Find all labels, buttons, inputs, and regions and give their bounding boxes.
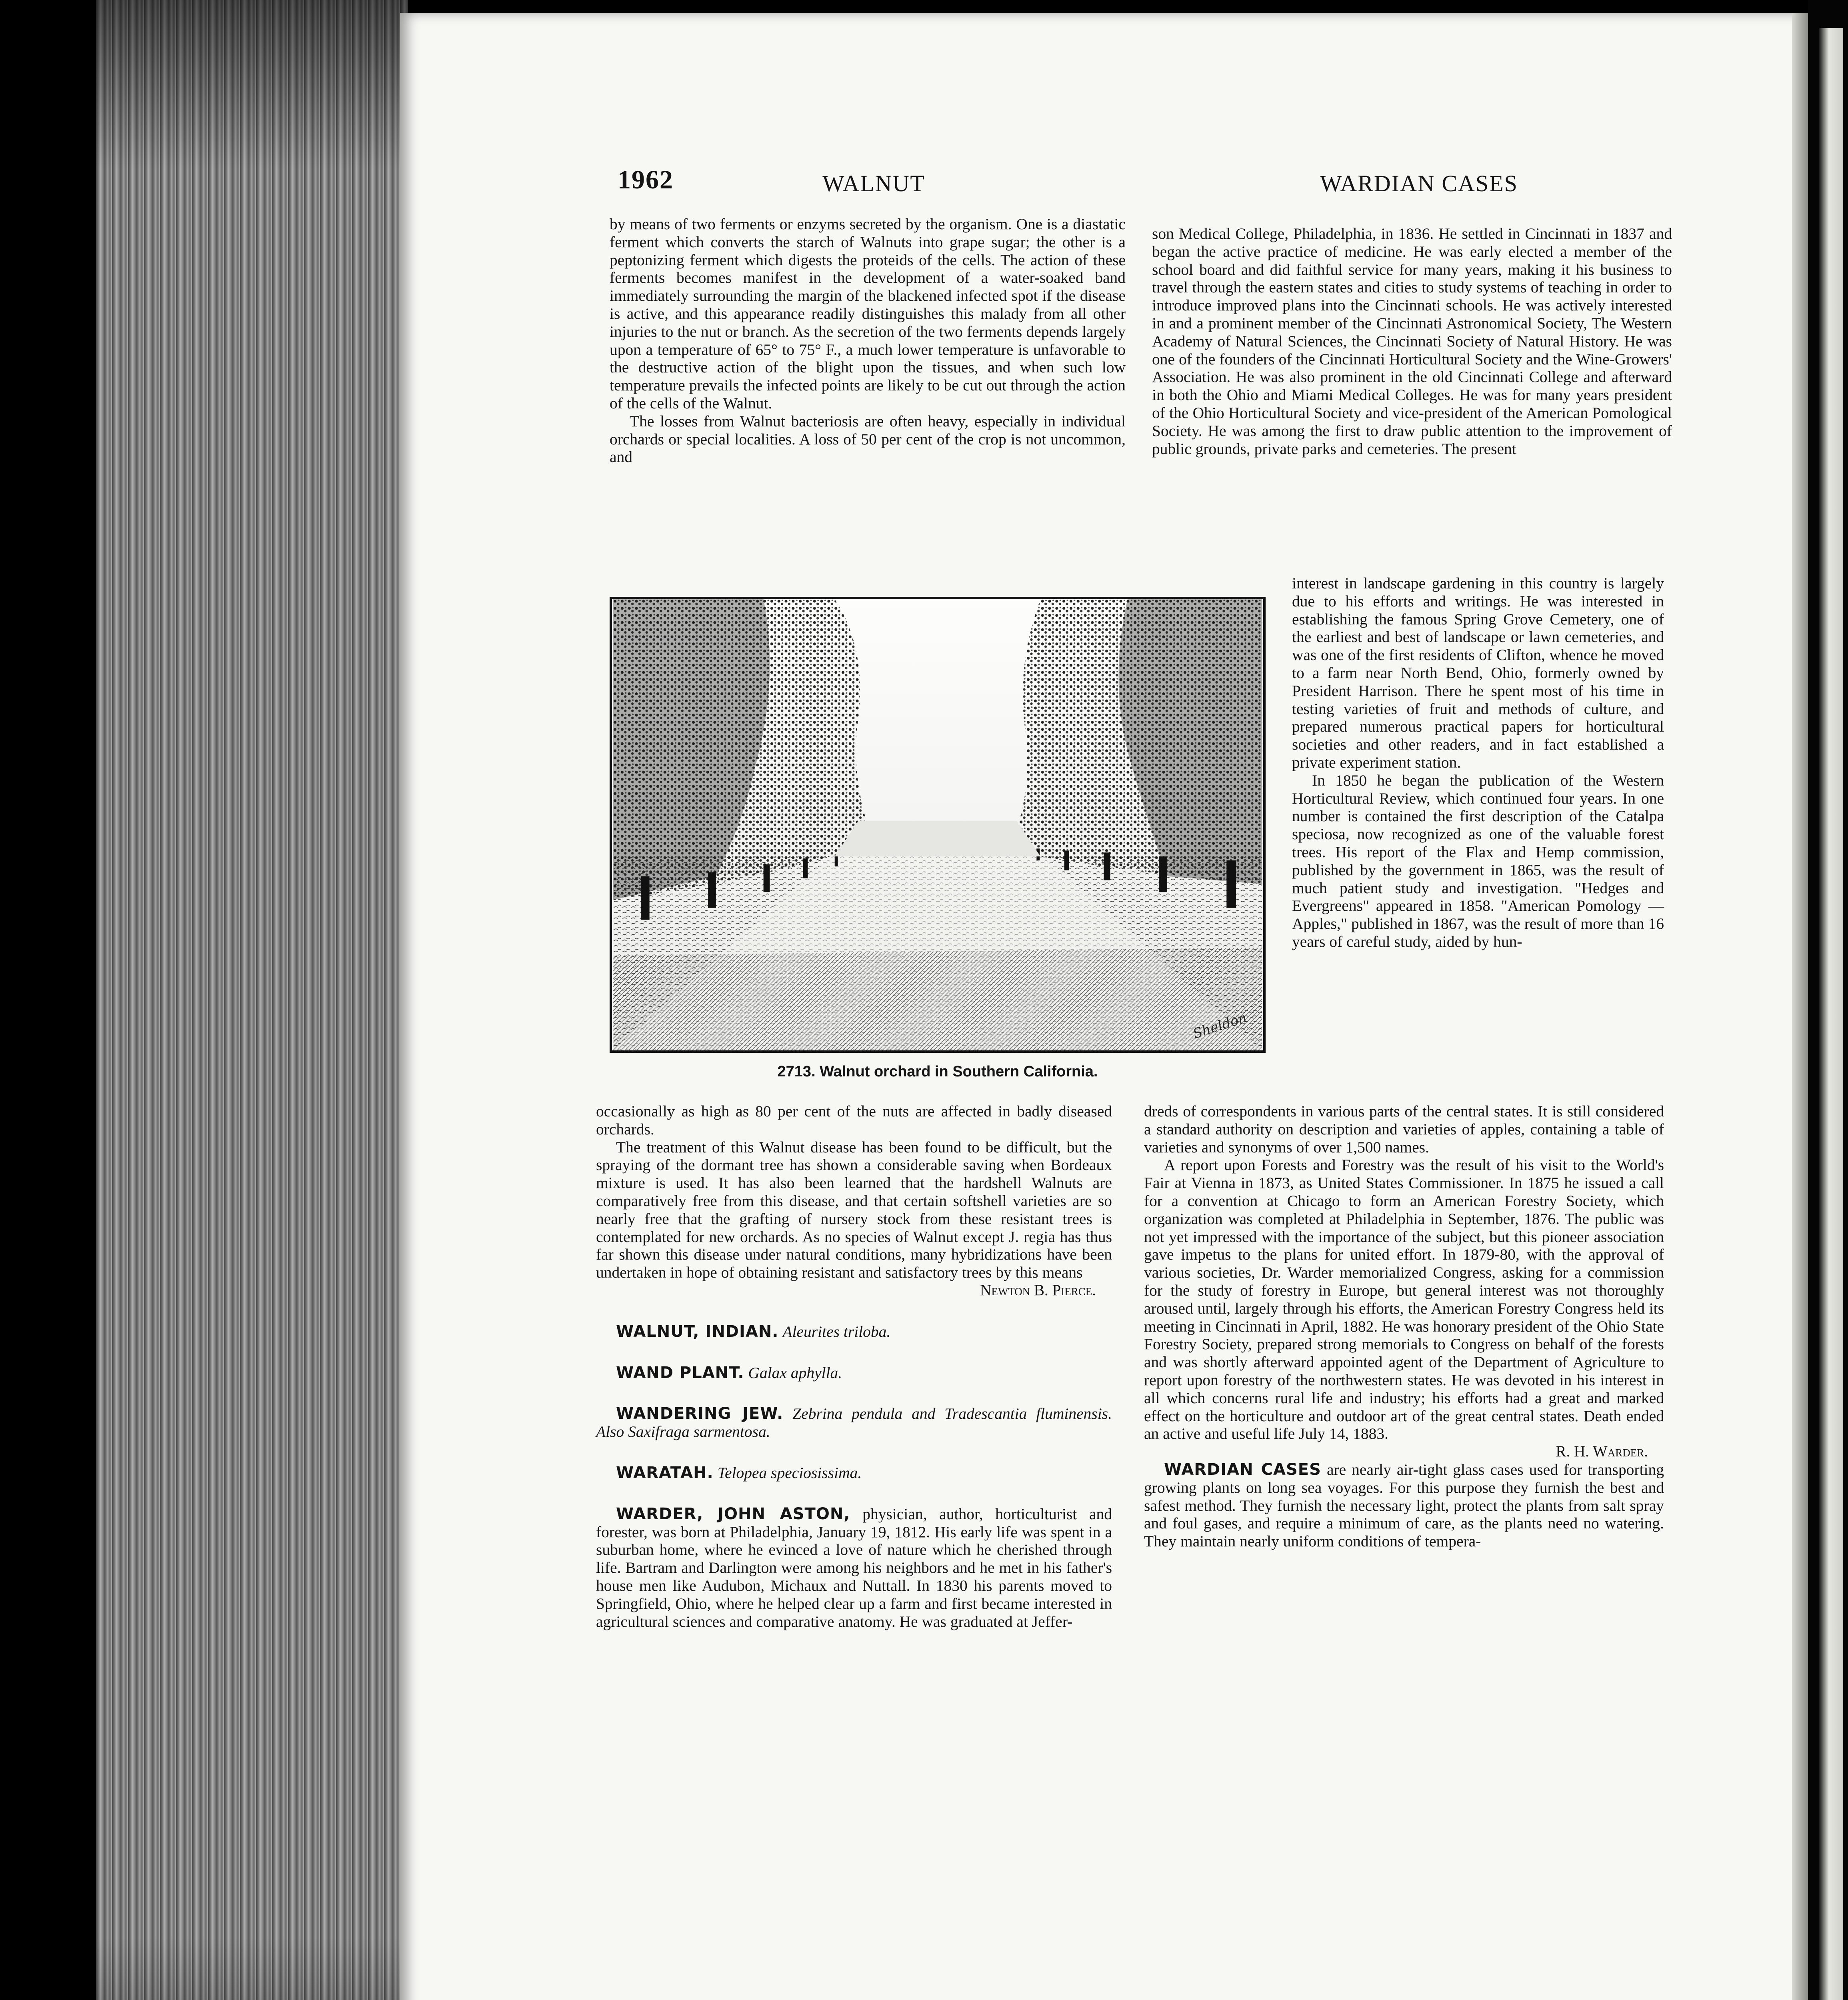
- paragraph: dreds of correspondents in various parts of the central states. It is still considered a standard authority on description and varieties of apples, containing a table of varieties and synonyms of over 1,500 names.: [1144, 1102, 1664, 1156]
- column-1-top: [610, 215, 1126, 466]
- paragraph: by means of two ferments or enzyms secreted by the organism. One is a diastatic ferment which converts the starch of Walnuts into grape sugar; the other is a peptonizing ferment which digests the proteids of the cells. The action of these ferments becomes manifest in the development of a water-soaked band immediately surrounding the margin of the blackened infected spot if the disease is active, and this appearance readily distinguishes this malady from all other injuries to the nut or branch. As the secretion of the two ferments depends largely upon a temperature of 65° to 75° F., a much lower temperature is unfavorable to the destructive action of the blight upon the tissues, and when such low temperature prevails the infected points are likely to be cut out through the action of the cells of the Walnut.: [610, 215, 1126, 412]
- author-signature: R. H. Warder.: [1556, 1443, 1648, 1460]
- figure-walnut-orchard: [610, 597, 1266, 1053]
- column-2-top: [1152, 225, 1672, 458]
- entry-headword: WARDER, JOHN ASTON,: [616, 1504, 850, 1523]
- column-1-bottom: [596, 1102, 1112, 1630]
- page-gutter: [1792, 13, 1808, 2000]
- figure-caption: 2713. Walnut orchard in Southern California.: [777, 1063, 1098, 1080]
- paragraph: A report upon Forests and Forestry was the result of his visit to the World's Fair at Vienna in 1873, as United States Commissioner. In 1875 he issued a call for a convention at Chicago to form an American Forestry Society, which organization was completed at Philadelphia in September, 1876. The public was not yet impressed with the importance of the subject, but this pioneer association gave impetus to the plans for united effort. In 1879-80, with the approval of various societies, Dr. Warder memorialized Congress, asking for a commission for the study of forestry in Europe, but general interest was not thoroughly aroused until, largely through his efforts, the American Forestry Congress held its meeting in Cincinnati in April, 1882. He was honorary president of the Ohio State Forestry Society, prepared strong memorials to Congress on behalf of the forests and was shortly afterward appointed agent of the Department of Agriculture to report upon forestry of the northwestern states. He was devoted in his interest in all which concerns rural life and industry; his efforts had a great and marked effect on the horticulture and outdoor art of the great central states. Death ended an active and useful life July 14, 1883.: [1144, 1156, 1664, 1443]
- orchard-engraving: [612, 599, 1263, 1050]
- entry-headword: WANDERING JEW.: [616, 1404, 784, 1423]
- dictionary-entry-wardian: [1144, 1461, 1664, 1550]
- column-2-bottom: [1144, 1102, 1664, 1550]
- entry-text: Aleurites triloba.: [782, 1322, 891, 1340]
- paragraph: The losses from Walnut bacteriosis are often heavy, especially in individual orchards or special localities. A loss of 50 per cent of the crop is not uncommon, and: [610, 412, 1126, 466]
- next-page-edge: [1819, 28, 1843, 2000]
- column-2-narrow: [1292, 574, 1664, 951]
- dictionary-entry-warder: [596, 1505, 1112, 1631]
- paragraph: In 1850 he began the publication of the Western Horticultural Review, which continued four years. In one number is contained the first description of the Catalpa speciosa, now recognized as one of the valuable forest trees. His report of the Flax and Hemp commission, published by the government in 1865, was the result of much patient study and investigation. "Hedges and Evergreens" appeared in 1858. "American Pomology — Apples," published in 1867, was the result of more than 16 years of careful study, aided by hun-: [1292, 771, 1664, 950]
- entry-text: physician, author, horticulturist and forester, was born at Philadelphia, January 19, 1812. His early life was spent in a suburban home, where he evinced a love of nature which he cherished through life. Bartram and Darlington were among his neighbors and he met in his father's house men like Audubon, Michaux and Nuttall. In 1830 his parents moved to Springfield, Ohio, where he helped clear up a farm and first became interested in agricultural sciences and comparative anatomy. He was graduated at Jeffer-: [596, 1505, 1112, 1630]
- paragraph: The treatment of this Walnut disease has been found to be difficult, but the spraying of the dormant tree has shown a considerable saving when Bordeaux mixture is used. It has also been learned that the hardshell Walnuts are comparatively free from this disease, and that certain softshell varieties are so nearly free that the grafting of nursery stock from these resistant trees is contemplated for new orchards. As no species of Walnut except J. regia has thus far shown this disease under natural conditions, many hybridizations have been undertaken in hope of obtaining resistant and satisfactory trees by this means: [596, 1138, 1112, 1282]
- book-page-edges: [96, 0, 408, 2000]
- running-head-left: WALNUT: [822, 170, 925, 196]
- dictionary-entry: [596, 1405, 1112, 1441]
- dictionary-entry: [596, 1323, 1112, 1341]
- running-head-right: WARDIAN CASES: [1320, 170, 1518, 196]
- paragraph: son Medical College, Philadelphia, in 1836. He settled in Cincinnati in 1837 and began the active practice of medicine. He was early elected a member of the school board and did faithful service for many years, making it his business to travel through the eastern states and cities to study systems of teaching in order to introduce improved plans into the Cincinnati schools. He was actively interested in and a prominent member of the Cincinnati Astronomical Society, The Western Academy of Natural Sciences, the Cincinnati Society of Natural History. He was one of the founders of the Cincinnati Horticultural Society and the Wine-Growers' Association. He was also prominent in the old Cincinnati College and afterward in both the Ohio and Miami Medical Colleges. He was for many years president of the Ohio Horticultural Society and vice-president of the American Pomological Society. He was among the first to draw public attention to the improvement of public grounds, private parks and cemeteries. The present: [1152, 225, 1672, 458]
- entry-text: Galax aphylla.: [748, 1364, 842, 1382]
- page-number: 1962: [618, 165, 674, 194]
- dictionary-entry: [596, 1464, 1112, 1482]
- entry-text: Zebrina pendula and Tradescantia fluminensis. Also Saxifraga sarmentosa.: [596, 1405, 1112, 1441]
- entry-headword: WALNUT, INDIAN.: [616, 1322, 779, 1341]
- author-signature: Newton B. Pierce.: [980, 1281, 1096, 1299]
- entry-headword: WAND PLANT.: [616, 1363, 744, 1382]
- paragraph: occasionally as high as 80 per cent of the nuts are affected in badly diseased orchards.: [596, 1102, 1112, 1138]
- entry-headword: WARDIAN CASES: [1164, 1460, 1321, 1479]
- entry-text: Telopea speciosissima.: [717, 1464, 862, 1482]
- dictionary-entry: [596, 1364, 1112, 1382]
- entry-text: are nearly air-tight glass cases used for transporting growing plants on long sea voyages. For this purpose they furnish the best and safest method. They furnish the necessary light, protect the plants from salt spray and foul gases, and require a minimum of care, as the plants need no watering. They maintain nearly uniform conditions of tempera-: [1144, 1460, 1664, 1550]
- paragraph: interest in landscape gardening in this country is largely due to his efforts and writings. He was interested in establishing the famous Spring Grove Cemetery, one of the earliest and best of landscape or lawn cemeteries, and was one of the first residents of Clifton, whence he moved to a farm near North Bend, Ohio, formerly owned by President Harrison. There he spent most of his time in testing varieties of fruit and methods of culture, and prepared numerous practical papers for horticultural societies and other readers, and in fact established a private experiment station.: [1292, 574, 1664, 771]
- entry-headword: WARATAH.: [616, 1463, 714, 1482]
- engraver-signature: Sheldon: [1191, 1009, 1249, 1042]
